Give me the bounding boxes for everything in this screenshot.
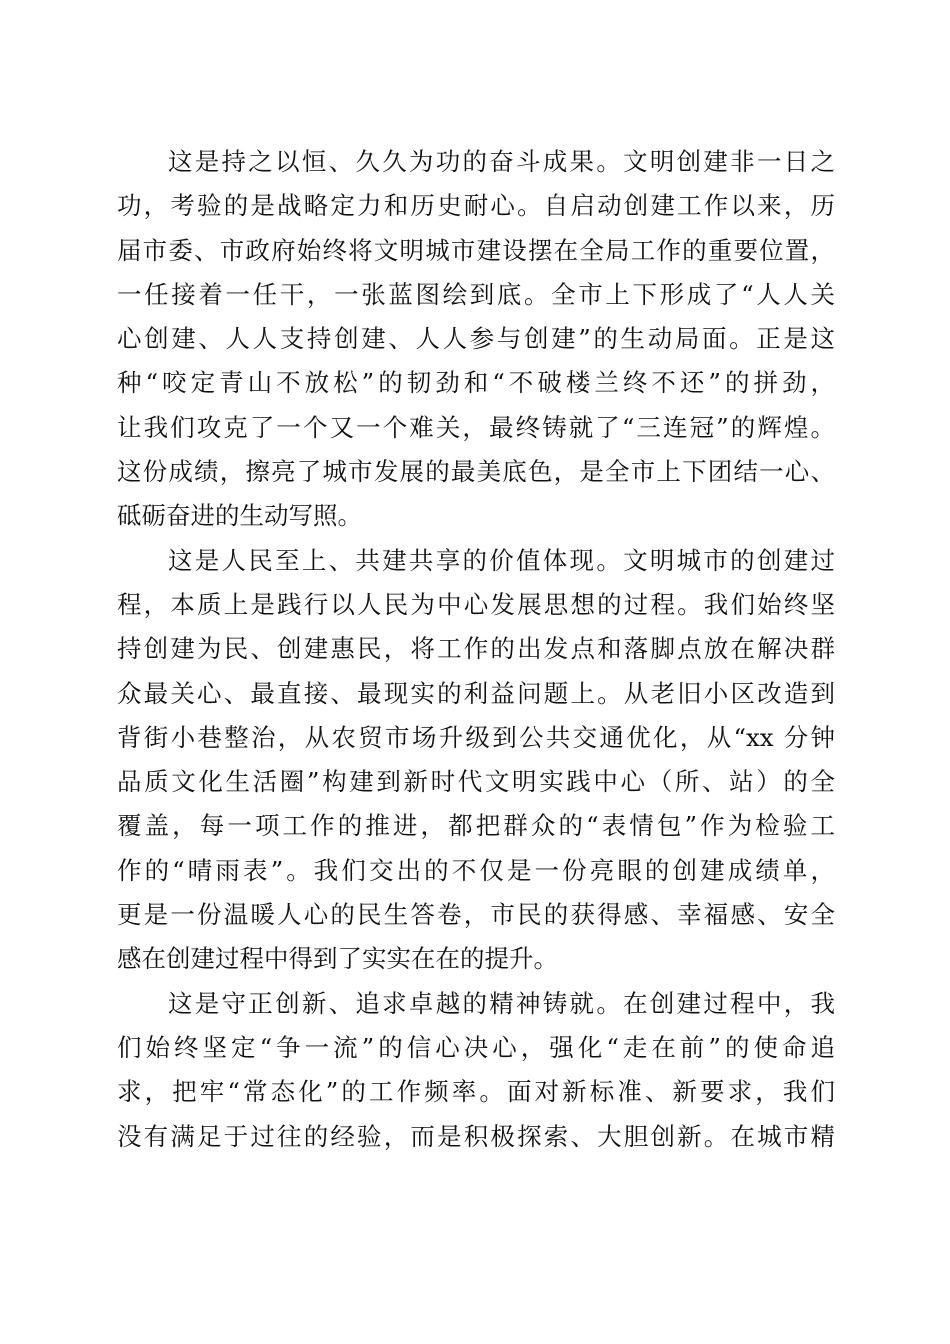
paragraph-line: 届市委、市政府始终将文明城市建设摆在全局工作的重要位置， — [117, 235, 835, 265]
paragraph-line: 品质文化生活圈”构建到新时代文明实践中心（所、站）的全 — [117, 767, 835, 797]
paragraph-line: 作的“晴雨表”。我们交出的不仅是一份亮眼的创建成绩单， — [117, 855, 835, 885]
paragraph-line: 心创建、人人支持创建、人人参与创建”的生动局面。正是这 — [117, 324, 835, 354]
paragraph-line: 持创建为民、创建惠民，将工作的出发点和落脚点放在解决群 — [117, 634, 835, 664]
paragraph-line: 这份成绩，擦亮了城市发展的最美底色，是全市上下团结一心、 — [117, 457, 835, 487]
paragraph-line: 求，把牢“常态化”的工作频率。面对新标准、新要求，我们 — [117, 1077, 835, 1107]
paragraph-line: 一任接着一任干，一张蓝图绘到底。全市上下形成了“人人关 — [117, 279, 835, 309]
paragraph-line: 这是人民至上、共建共享的价值体现。文明城市的创建过 — [168, 545, 835, 575]
paragraph-line: 们始终坚定“争一流”的信心决心，强化“走在前”的使命追 — [117, 1032, 835, 1062]
paragraph-2 — [117, 539, 835, 982]
paragraph-line: 让我们攻克了一个又一个难关，最终铸就了“三连冠”的辉煌。 — [117, 412, 835, 442]
paragraph-line: 功，考验的是战略定力和历史耐心。自启动创建工作以来，历 — [117, 191, 835, 221]
paragraph-line: 背街小巷整治，从农贸市场升级到公共交通优化，从“xx 分钟 — [117, 722, 835, 752]
paragraph-line: 没有满足于过往的经验，而是积极探索、大胆创新。在城市精 — [117, 1121, 835, 1151]
document-body — [117, 140, 835, 1159]
paragraph-line: 众最关心、最直接、最现实的利益问题上。从老旧小区改造到 — [117, 678, 835, 708]
paragraph-line: 这是持之以恒、久久为功的奋斗成果。文明创建非一日之 — [168, 147, 835, 176]
paragraph-line: 这是守正创新、追求卓越的精神铸就。在创建过程中，我 — [168, 988, 835, 1018]
paragraph-line: 种“咬定青山不放松”的韧劲和“不破楼兰终不还”的拼劲， — [117, 368, 835, 398]
paragraph-1 — [117, 140, 835, 539]
paragraph-line: 更是一份温暖人心的民生答卷，市民的获得感、幸福感、安全 — [117, 900, 835, 930]
paragraph-line: 砥砺奋进的生动写照。 — [117, 501, 362, 531]
paragraph-line: 覆盖，每一项工作的推进，都把群众的“表情包”作为检验工 — [117, 811, 835, 841]
paragraph-line: 程，本质上是践行以人民为中心发展思想的过程。我们始终坚 — [117, 589, 835, 619]
paragraph-3 — [117, 982, 835, 1159]
paragraph-line: 感在创建过程中得到了实实在在的提升。 — [117, 944, 558, 974]
